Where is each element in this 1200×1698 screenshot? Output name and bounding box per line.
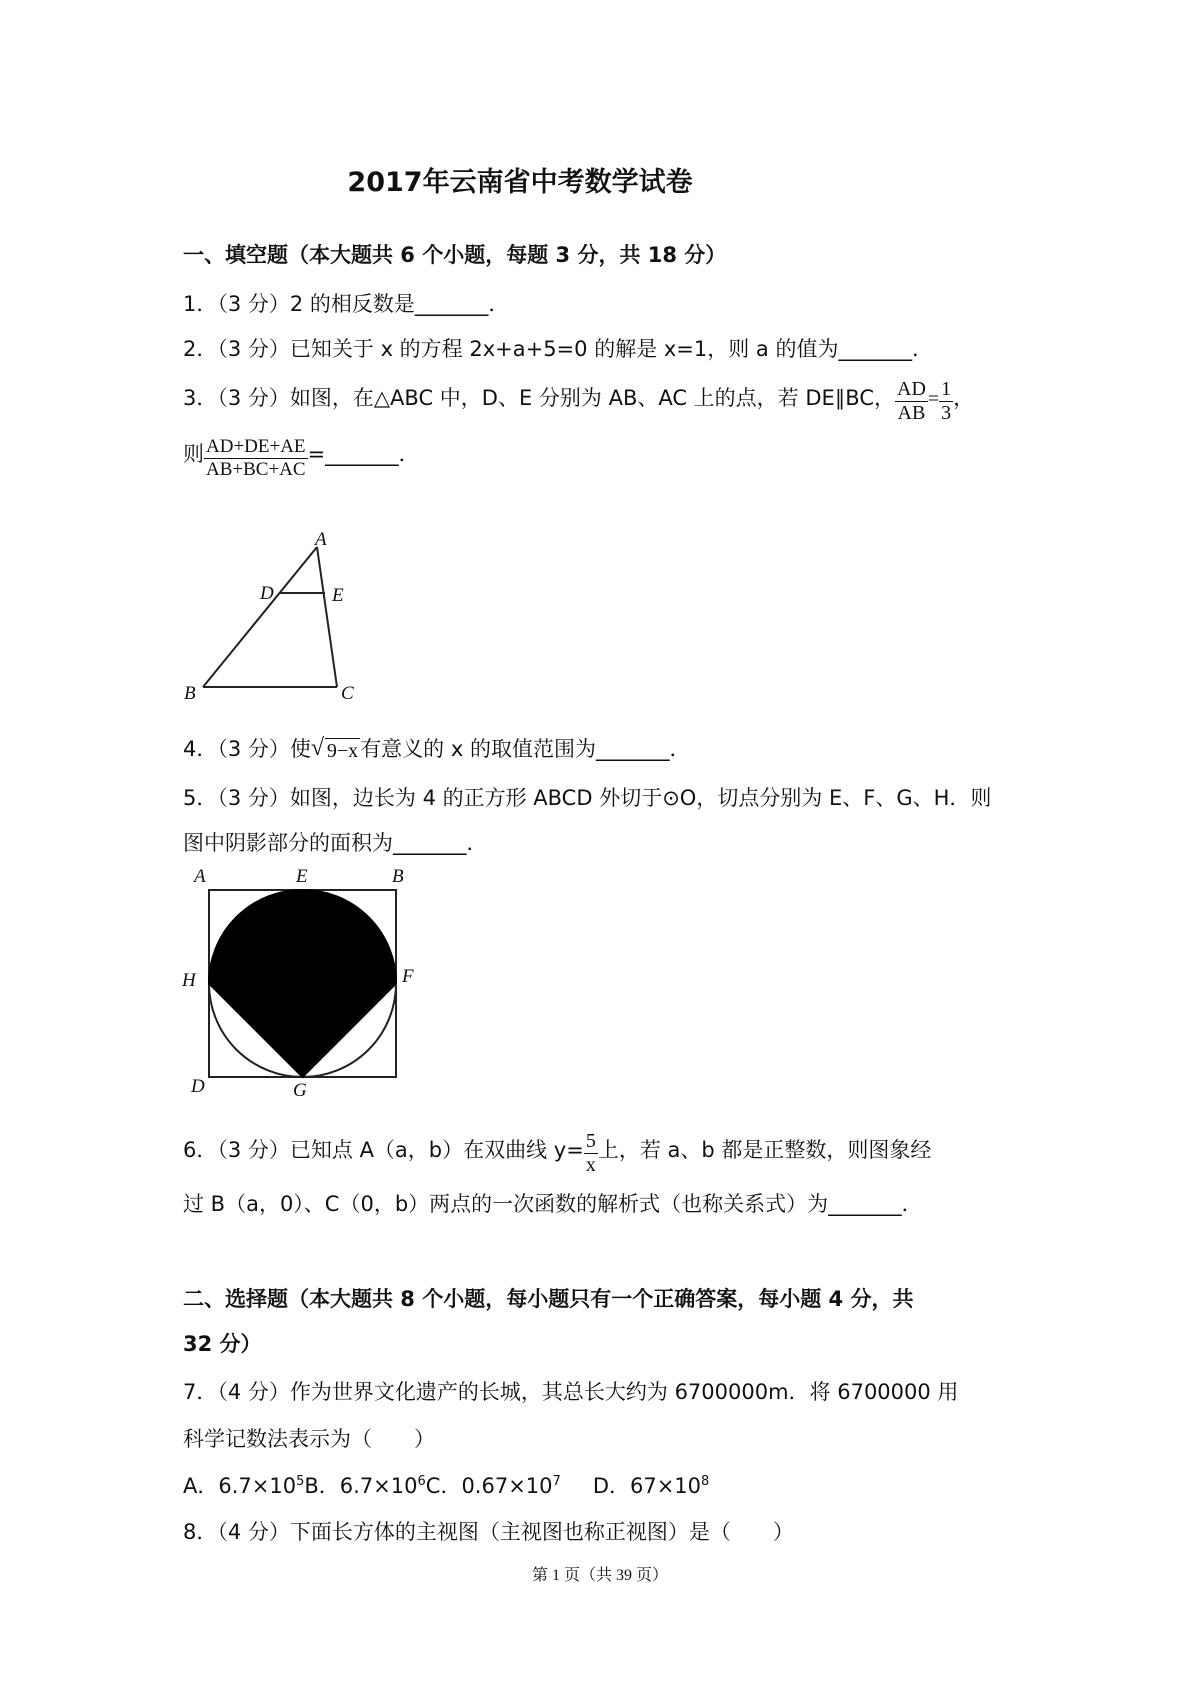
option-d: D．$67\times 10^8$	[592, 1474, 710, 1498]
question-5-line-1: 5．（3 分）如图，边长为 4 的正方形 ABCD 外切于⊙O，切点分别为 E、F、G、H．则	[183, 786, 992, 810]
question-7-options	[183, 1470, 709, 1500]
label-b: B	[392, 866, 404, 887]
triangle-diagram	[180, 535, 390, 705]
question-4: 4．（3 分）使 √ 9−x有意义的 x 的取值范围为_______．	[183, 734, 691, 762]
question-8: 8．（4 分）下面长方体的主视图（主视图也称正视图）是（ ）	[183, 1520, 794, 1544]
fraction-ad-over-ab: $\frac{AD}{AB}$	[897, 378, 926, 424]
label-g: G	[293, 1080, 307, 1101]
page-footer: 第 1 页（共 39 页）	[531, 1567, 668, 1584]
section-2-heading-line-2: 32 分）	[183, 1332, 262, 1356]
question-7-line-1: 7．（4 分）作为世界文化遗产的长城，其总长大约为 6700000m．将 6700000 用	[183, 1380, 959, 1404]
fraction-one-third: $\frac{1}{3}$	[941, 378, 952, 424]
label-b: B	[184, 683, 196, 704]
square-root: √ 9−x	[310, 734, 359, 762]
label-e: E	[332, 585, 344, 606]
option-c: C．$0.67\times 10^7$	[425, 1474, 561, 1498]
side-ac	[317, 547, 337, 687]
label-d: D	[260, 583, 274, 604]
fraction-five-over-x: $\frac{5}{x}$	[585, 1130, 596, 1176]
label-h: H	[182, 970, 196, 991]
page-title: 2017年云南省中考数学试卷	[347, 167, 693, 198]
label-d: D	[191, 1076, 205, 1097]
label-e: E	[296, 866, 308, 887]
option-a: A．$6.7\times 10^5$	[183, 1474, 305, 1498]
label-c: C	[341, 683, 354, 704]
question-3-line-1: 3．（3 分）如图，在△ABC 中，D、E 分别为 AB、AC 上的点，若 DE∥BC， $\frac{AD}{AB}$ = $\frac{1}{3}$ ，	[183, 378, 975, 424]
square-circle-figure	[180, 866, 420, 1101]
square-circle-diagram	[180, 868, 420, 1098]
question-5-line-2: 图中阴影部分的面积为_______．	[183, 831, 488, 855]
question-3-text: 3．（3 分）如图，在△ABC 中，D、E 分别为 AB、AC 上的点，若 DE∥BC，	[183, 386, 895, 410]
question-2: 2．（3 分）已知关于 x 的方程 2x+a+5=0 的解是 x=1，则 a 的值为_______．	[183, 337, 933, 361]
question-6-line-1: 6．（3 分）已知点 A（a，b）在双曲线 y= $\frac{5}{x}$ 上，若 a、b 都是正整数，则图象经	[183, 1130, 932, 1176]
question-3-line-2: 则 $\frac{AD+DE+AE}{AB+BC+AC}$ =_______．	[183, 436, 420, 480]
section-1-heading: 一、填空题（本大题共 6 个小题，每题 3 分，共 18 分）	[183, 243, 727, 267]
option-b: B．$6.7\times 10^6$	[304, 1474, 426, 1498]
label-f: F	[402, 966, 414, 987]
triangle-figure	[180, 529, 390, 705]
label-a: A	[315, 529, 327, 550]
section-2-heading-line-1: 二、选择题（本大题共 8 个小题，每小题只有一个正确答案，每小题 4 分，共	[183, 1287, 914, 1311]
label-a: A	[194, 866, 206, 887]
fraction-perimeter-ratio: $\frac{AD+DE+AE}{AB+BC+AC}$	[206, 436, 306, 480]
question-6-line-2: 过 B（a，0）、C（0，b）两点的一次函数的解析式（也称关系式）为_______．	[183, 1192, 923, 1216]
question-1: 1．（3 分）2 的相反数是_______．	[183, 292, 510, 316]
side-ab	[203, 547, 317, 687]
question-7-line-2: 科学记数法表示为（ ）	[183, 1427, 435, 1451]
